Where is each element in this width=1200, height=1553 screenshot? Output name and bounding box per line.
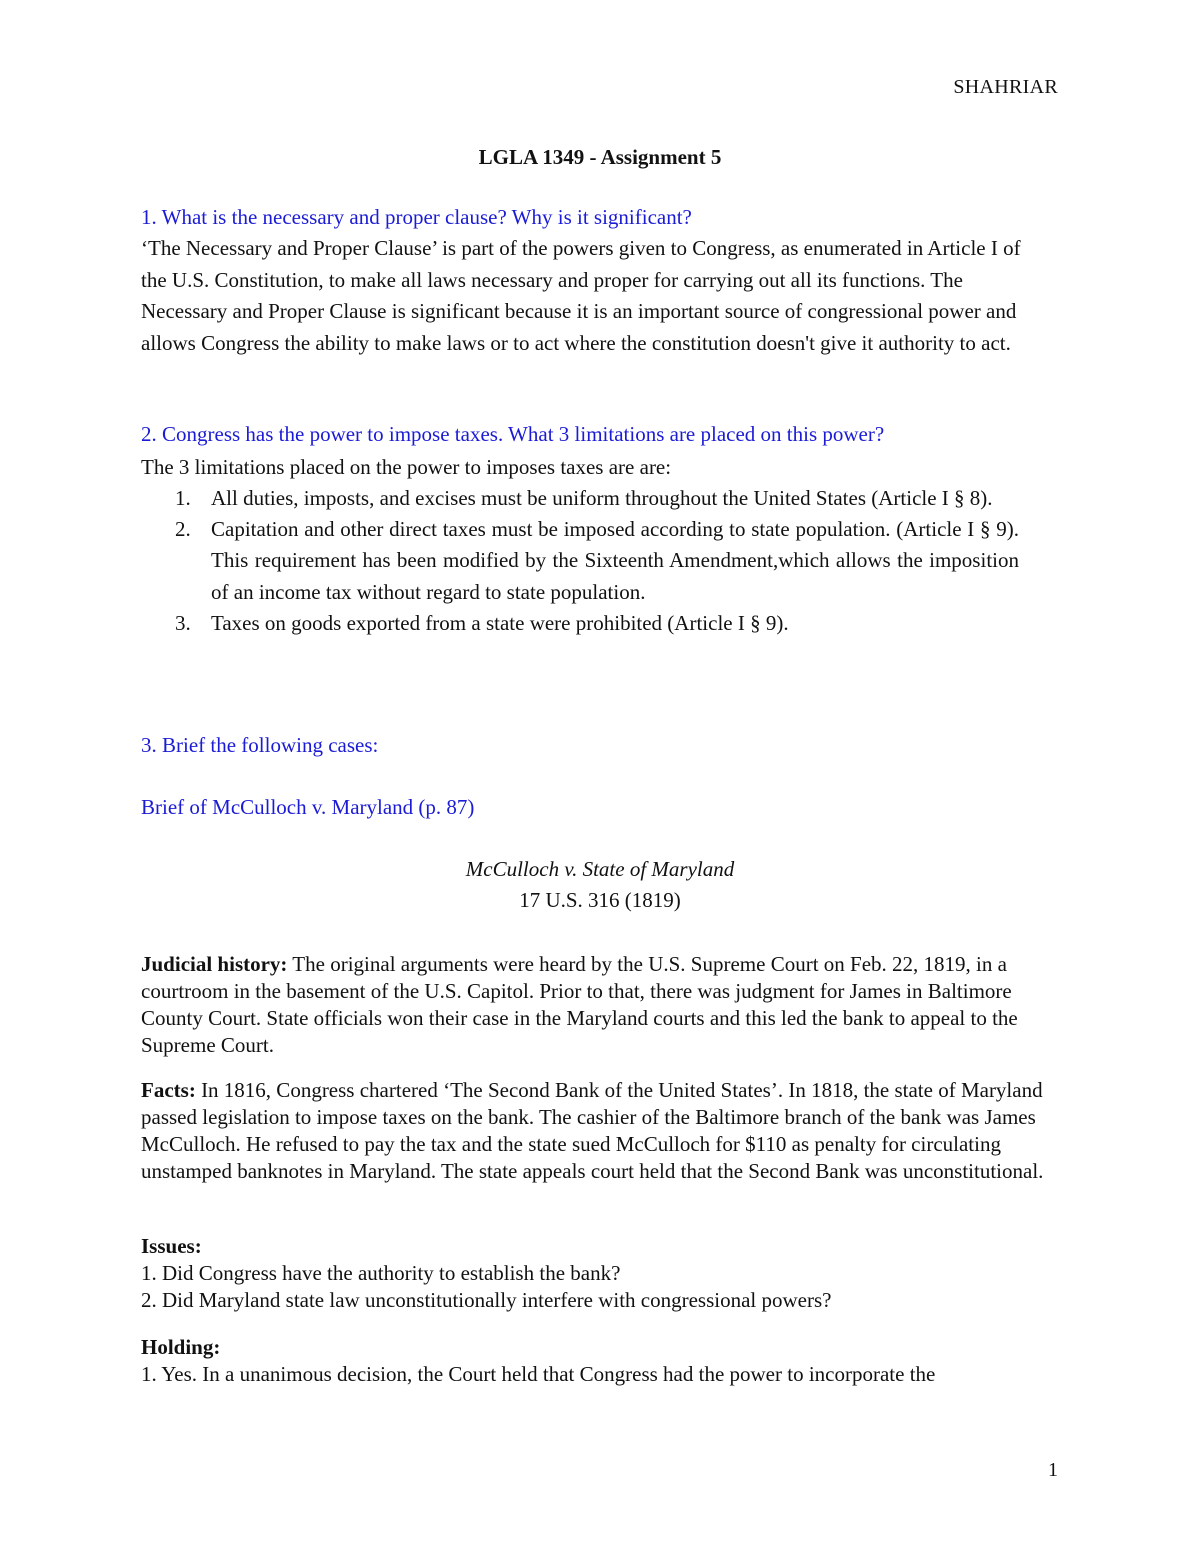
document-title: LGLA 1349 - Assignment 5 — [478, 145, 722, 169]
question-3: 3. Brief the following cases: — [141, 733, 379, 757]
holding-label: Holding: — [141, 1335, 221, 1359]
list-item-number: 3. — [175, 610, 191, 635]
list-item — [141, 483, 1019, 514]
list-item-text: Capitation and other direct taxes must be imposed according to state population. (Article I § 9). This requirement has been modified by the Sixteenth Amendment,which allows the imposition of an income tax without regard to state population. — [211, 517, 1019, 604]
facts-section — [141, 1077, 1059, 1185]
question-1: 1. What is the necessary and proper clause? Why is it significant? — [141, 205, 692, 229]
case-name: McCulloch v. State of Maryland — [465, 857, 735, 881]
facts-label: Facts: — [141, 1078, 196, 1102]
tax-limitations-list — [141, 483, 1019, 639]
question-2: 2. Congress has the power to impose taxes. What 3 limitations are placed on this power? — [141, 422, 885, 446]
facts-text: In 1816, Congress chartered ‘The Second Bank of the United States’. In 1818, the state of Maryland passed legislation to impose taxes on the bank. The cashier of the Baltimore branch of the bank was James McCulloch. He refused to pay the tax and the state sued McCulloch for $110 as penalty for circulating unstamped banknotes in Maryland. The state appeals court held that the Second Bank was unconstitutional. — [141, 1078, 1044, 1183]
issues-label: Issues: — [141, 1234, 202, 1258]
list-item — [141, 514, 1019, 608]
page-number: 1 — [1048, 1459, 1058, 1481]
list-item-number: 1. — [175, 486, 191, 510]
judicial-history-label: Judicial history: — [141, 952, 288, 976]
judicial-history-section — [141, 951, 1059, 1059]
list-item-text: All duties, imposts, and excises must be uniform throughout the United States (Article I § 8). — [211, 486, 993, 510]
list-item — [141, 608, 1019, 639]
holding-section — [141, 1334, 1059, 1388]
holding-text: 1. Yes. In a unanimous decision, the Court held that Congress had the power to incorporate the — [141, 1362, 936, 1386]
judicial-history-text: The original arguments were heard by the U.S. Supreme Court on Feb. 22, 1819, in a courtroom in the basement of the U.S. Capitol. Prior to that, there was judgment for James in Baltimore County Court. State officials won their case in the Maryland courts and this led the bank to appeal to the Supreme Court. — [141, 952, 1018, 1057]
issue-item: 1. Did Congress have the authority to establish the bank? — [141, 1261, 621, 1285]
issues-section — [141, 1233, 1059, 1314]
list-item-number: 2. — [175, 517, 191, 542]
issue-item: 2. Did Maryland state law unconstitutionally interfere with congressional powers? — [141, 1288, 832, 1312]
case-citation: 17 U.S. 316 (1819) — [519, 888, 681, 912]
list-item-text: Taxes on goods exported from a state were prohibited (Article I § 9). — [211, 610, 789, 635]
answer-2-intro: The 3 limitations placed on the power to imposes taxes are are: — [141, 455, 672, 479]
answer-1: ‘The Necessary and Proper Clause’ is part of the powers given to Congress, as enumerated in Article I of the U.S. Constitution, to make all laws necessary and proper for carrying out all its functions. The Necessary and Proper Clause is significant because it is an important source of congressional power and allows Congress the ability to make laws or to act where the constitution doesn't give it authority to act. — [141, 236, 1021, 355]
brief-heading: Brief of McCulloch v. Maryland (p. 87) — [141, 795, 475, 819]
author-name-header: SHAHRIAR — [953, 76, 1058, 98]
